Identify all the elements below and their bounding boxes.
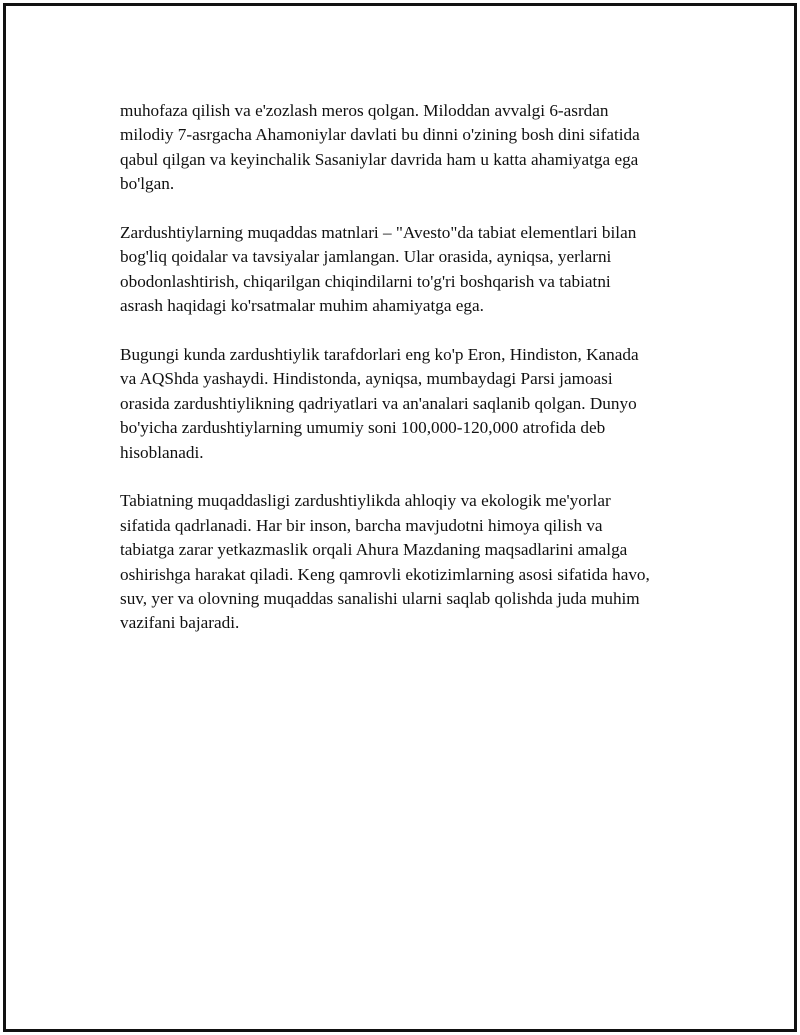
document-body	[120, 99, 680, 660]
page-frame	[3, 3, 797, 1032]
paragraph-2: Zardushtiylarning muqaddas matnlari – "Avesto"da tabiat elementlari bilan bog'liq qoidalar va tavsiyalar jamlangan. Ular orasida, ayniqsa, yerlarni obodonlashtirish, chiqarilgan chiqindilarni to'g'ri boshqarish va tabiatni asrash haqidagi ko'rsatmalar muhim ahamiyatga ega.	[120, 223, 637, 316]
paragraph-1: muhofaza qilish va e'zozlash meros qolgan. Miloddan avvalgi 6-asrdan milodiy 7-asrgacha Ahamoniylar davlati bu dinni o'zining bosh dini sifatida qabul qilgan va keyinchalik Sasaniylar davrida ham u katta ahamiyatga ega bo'lgan.	[120, 101, 640, 194]
paragraph-4: Tabiatning muqaddasligi zardushtiylikda ahloqiy va ekologik me'yorlar sifatida qadrlanadi. Har bir inson, barcha mavjudotni himoya qilish va tabiatga zarar yetkazmaslik orqali Ahura Mazdaning maqsadlarini amalga oshirishga harakat qiladi. Keng qamrovli ekotizimlarning asosi sifatida havo, suv, yer va olovning muqaddas sanalishi ularni saqlab qolishda juda muhim vazifani bajaradi.	[120, 491, 650, 633]
paragraph-3: Bugungi kunda zardushtiylik tarafdorlari eng ko'p Eron, Hindiston, Kanada va AQShda yashaydi. Hindistonda, ayniqsa, mumbaydagi Parsi jamoasi orasida zardushtiylikning qadriyatlari va an'analari saqlanib qolgan. Dunyo bo'yicha zardushtiylarning umumiy soni 100,000-120,000 atrofida deb hisoblanadi.	[120, 345, 639, 462]
